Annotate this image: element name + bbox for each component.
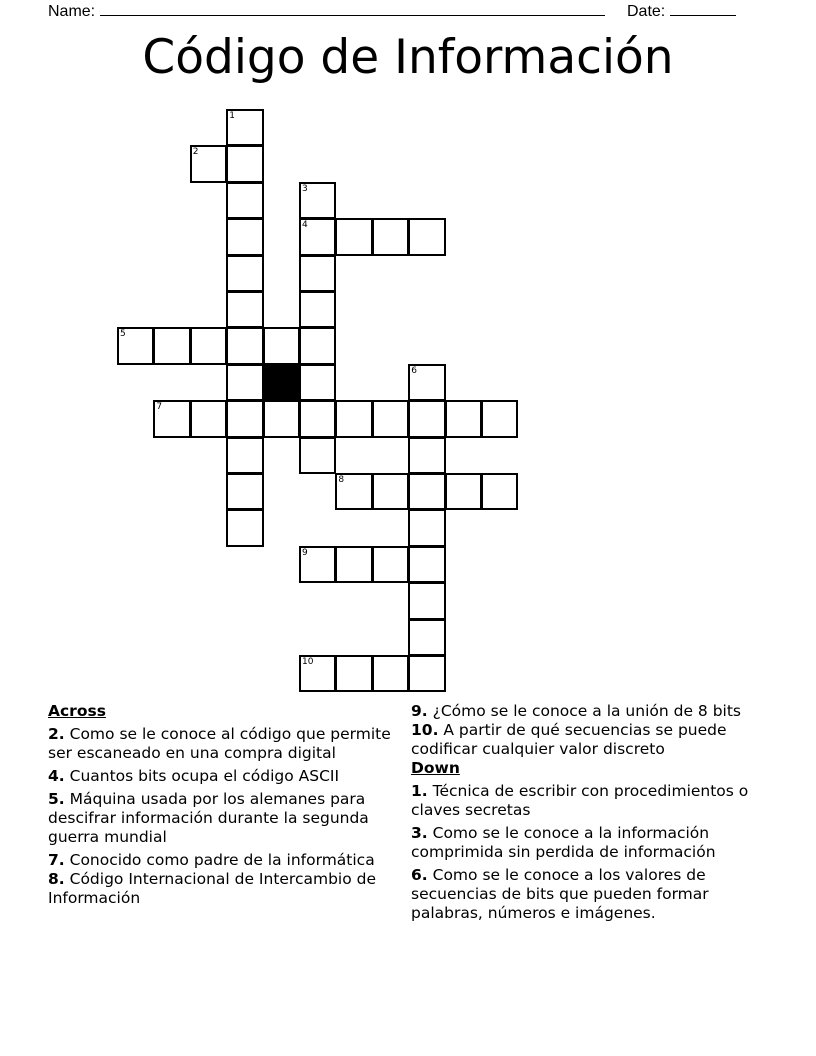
clue-text: Código Internacional de Intercambio de Información xyxy=(48,870,377,907)
grid-cell[interactable] xyxy=(226,291,263,328)
page-title: Código de Información xyxy=(142,30,674,85)
across-heading: Across xyxy=(48,702,106,720)
clue-number-label: 7 xyxy=(156,402,163,413)
clue-text: A partir de qué secuencias se puede codificar cualquier valor discreto xyxy=(411,721,727,758)
clue-across-4 xyxy=(48,767,393,786)
down-heading: Down xyxy=(411,759,460,777)
clue-number: 1. xyxy=(411,782,428,800)
grid-cell[interactable] xyxy=(408,437,445,474)
grid-cell[interactable] xyxy=(299,546,336,583)
date-label: Date: xyxy=(627,3,666,20)
clue-number: 7. xyxy=(48,851,65,869)
grid-cell[interactable] xyxy=(372,218,409,255)
grid-cell[interactable] xyxy=(190,327,227,364)
clue-number: 4. xyxy=(48,767,65,785)
clue-down-1 xyxy=(411,782,756,820)
grid-cell[interactable] xyxy=(299,437,336,474)
clue-across-5 xyxy=(48,790,393,847)
clue-text: Cuantos bits ocupa el código ASCII xyxy=(69,767,340,785)
grid-cell[interactable] xyxy=(335,546,372,583)
clue-number: 3. xyxy=(411,824,428,842)
grid-cell[interactable] xyxy=(190,400,227,437)
grid-cell[interactable] xyxy=(190,145,227,182)
grid-cell[interactable] xyxy=(226,327,263,364)
grid-cell[interactable] xyxy=(226,109,263,146)
grid-cell[interactable] xyxy=(263,327,300,364)
grid-cell[interactable] xyxy=(481,400,518,437)
clue-number-label: 9 xyxy=(302,547,308,558)
grid-cell[interactable] xyxy=(408,546,445,583)
grid-cell[interactable] xyxy=(408,473,445,510)
grid-cell[interactable] xyxy=(299,364,336,401)
grid-cell[interactable] xyxy=(226,509,263,546)
grid-cell[interactable] xyxy=(445,400,482,437)
clue-down-3 xyxy=(411,824,756,862)
grid-cell[interactable] xyxy=(226,218,263,255)
clue-number-label: 2 xyxy=(192,147,199,158)
grid-cell[interactable] xyxy=(335,473,372,510)
name-label: Name: xyxy=(48,3,96,20)
clue-across-2 xyxy=(48,725,393,763)
clue-number-label: 10 xyxy=(302,657,314,667)
grid-cell[interactable] xyxy=(408,218,445,255)
grid-cell[interactable] xyxy=(299,218,336,255)
clue-number: 6. xyxy=(411,866,428,884)
clue-number: 2. xyxy=(48,725,65,743)
clue-across-8 xyxy=(48,870,393,908)
grid-cell[interactable] xyxy=(153,400,190,437)
grid-cell[interactable] xyxy=(408,509,445,546)
black-square xyxy=(263,364,300,401)
clues-column-right xyxy=(411,702,756,927)
grid-cell[interactable] xyxy=(226,473,263,510)
grid-cell[interactable] xyxy=(372,546,409,583)
clue-number-label: 3 xyxy=(302,183,308,194)
grid-cell[interactable] xyxy=(372,400,409,437)
grid-cell[interactable] xyxy=(299,400,336,437)
grid-cell[interactable] xyxy=(299,655,336,692)
clue-number: 5. xyxy=(48,790,65,808)
clue-number-label: 1 xyxy=(229,111,235,121)
grid-cell[interactable] xyxy=(299,182,336,219)
clue-text: Conocido como padre de la informática xyxy=(69,851,375,869)
clue-text: ¿Cómo se le conoce a la unión de 8 bits xyxy=(432,702,742,720)
grid-cell[interactable] xyxy=(335,218,372,255)
grid-cell[interactable] xyxy=(445,473,482,510)
clue-number-label: 4 xyxy=(302,220,308,231)
grid-cell[interactable] xyxy=(372,473,409,510)
grid-cell[interactable] xyxy=(372,655,409,692)
clue-number-label: 6 xyxy=(411,365,417,376)
clue-text: Como se le conoce a los valores de secuencias de bits que pueden formar palabras, números e imágenes. xyxy=(411,866,709,922)
grid-cell[interactable] xyxy=(226,437,263,474)
clue-text: Máquina usada por los alemanes para descifrar información durante la segunda guerra mundial xyxy=(48,790,369,846)
clue-text: Como se le conoce a la información comprimida sin perdida de información xyxy=(411,824,716,861)
grid-cell[interactable] xyxy=(408,619,445,656)
grid-cell[interactable] xyxy=(408,655,445,692)
clue-number-label: 8 xyxy=(338,475,345,485)
grid-cell[interactable] xyxy=(226,255,263,292)
clue-across-9 xyxy=(411,702,756,721)
grid-cell[interactable] xyxy=(299,255,336,292)
clue-number: 8. xyxy=(48,870,65,888)
clue-number-label: 5 xyxy=(120,329,126,340)
clue-number: 9. xyxy=(411,702,428,720)
grid-cell[interactable] xyxy=(408,364,445,401)
grid-cell[interactable] xyxy=(408,400,445,437)
grid-cell[interactable] xyxy=(226,145,263,182)
grid-cell[interactable] xyxy=(299,327,336,364)
grid-cell[interactable] xyxy=(153,327,190,364)
clue-across-7 xyxy=(48,851,393,870)
grid-cell[interactable] xyxy=(299,291,336,328)
clue-number: 10. xyxy=(411,721,439,739)
grid-cell[interactable] xyxy=(226,400,263,437)
grid-cell[interactable] xyxy=(335,400,372,437)
clue-down-6 xyxy=(411,866,756,923)
clue-across-10 xyxy=(411,721,756,759)
grid-cell[interactable] xyxy=(335,655,372,692)
grid-cell[interactable] xyxy=(408,582,445,619)
grid-cell[interactable] xyxy=(226,364,263,401)
grid-cell[interactable] xyxy=(481,473,518,510)
grid-cell[interactable] xyxy=(263,400,300,437)
clue-text: Como se le conoce al código que permite ser escaneado en una compra digital xyxy=(48,725,391,762)
clue-text: Técnica de escribir con procedimientos o claves secretas xyxy=(411,782,749,819)
grid-cell[interactable] xyxy=(117,327,154,364)
clues-column-left xyxy=(48,702,393,912)
grid-cell[interactable] xyxy=(226,182,263,219)
